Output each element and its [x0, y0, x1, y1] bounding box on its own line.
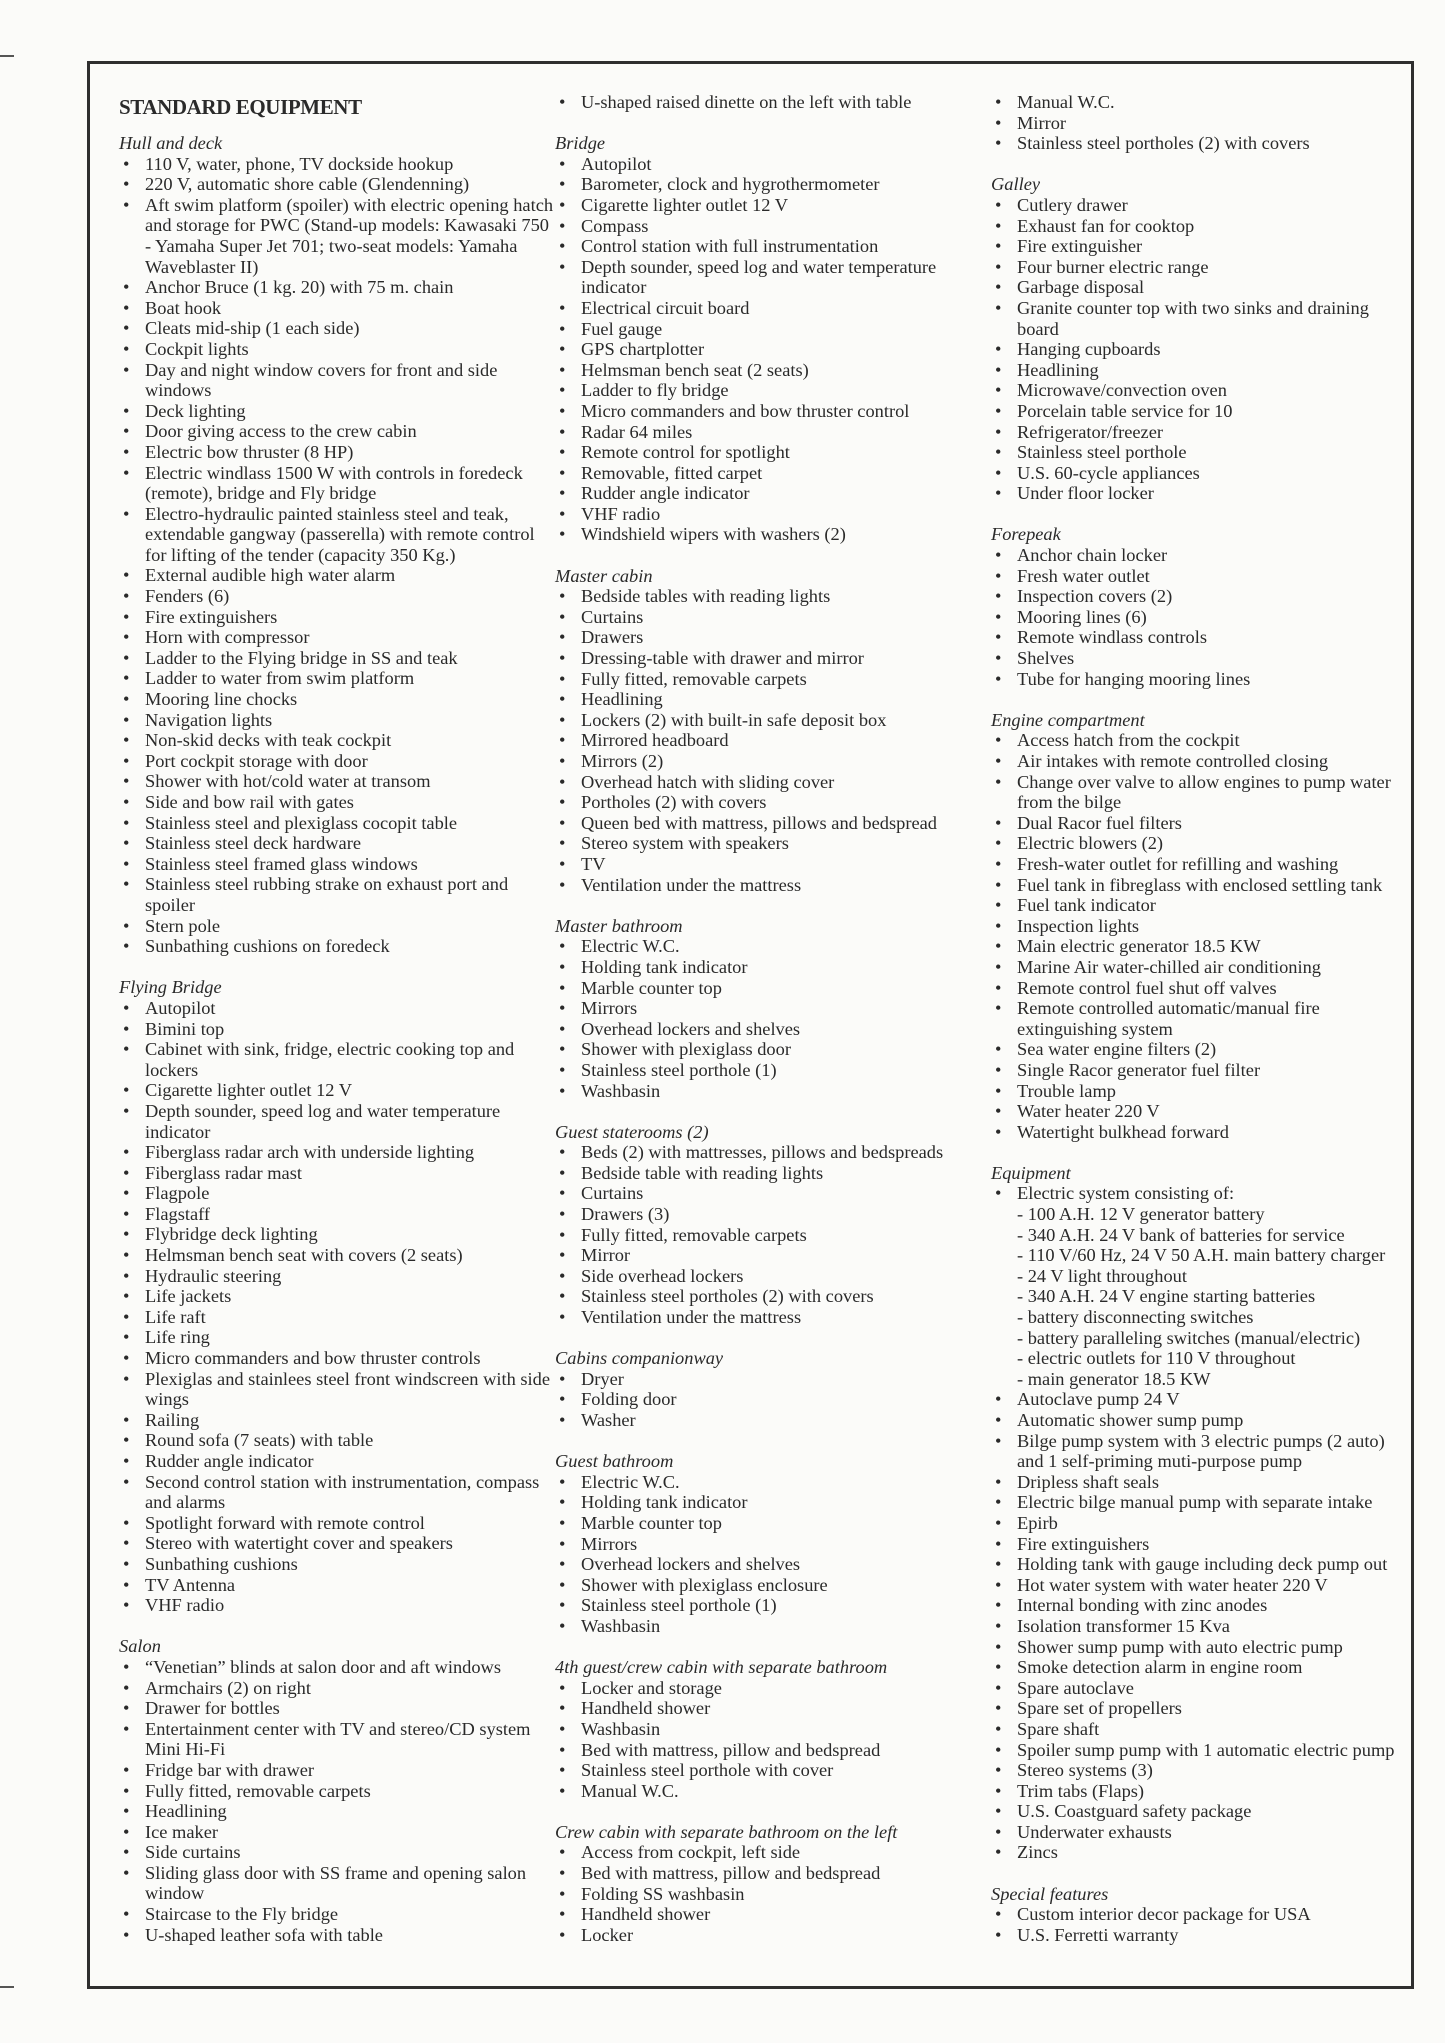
list-item: • Trouble lamp: [991, 1081, 1406, 1102]
list-item: • “Venetian” blinds at salon door and aft windows: [119, 1657, 559, 1678]
list-item: • Electric blowers (2): [991, 833, 1406, 854]
list-item: • Life raft: [119, 1307, 559, 1328]
list-item: • Spare shaft: [991, 1719, 1406, 1740]
list-item: • Rudder angle indicator: [119, 1451, 559, 1472]
item-list: [991, 1904, 1406, 1945]
list-item: • Electric bow thruster (8 HP): [119, 442, 559, 463]
list-item: • Shower with plexiglass door: [555, 1039, 985, 1060]
list-item: • Anchor chain locker: [991, 545, 1406, 566]
list-item: • Microwave/convection oven: [991, 380, 1406, 401]
list-item: • Flagstaff: [119, 1204, 559, 1225]
list-item: • Internal bonding with zinc anodes: [991, 1595, 1406, 1616]
sub-item: - 340 A.H. 24 V bank of batteries for service: [1017, 1224, 1345, 1245]
list-item: • Granite counter top with two sinks and draining board: [991, 298, 1406, 339]
list-item: • Ladder to water from swim platform: [119, 668, 559, 689]
column-2: [555, 92, 985, 1966]
list-item: • Autopilot: [119, 998, 559, 1019]
list-item: • Bedside tables with reading lights: [555, 586, 985, 607]
list-item: • Electric system consisting of:: [991, 1183, 1406, 1204]
list-item: • Under floor locker: [991, 483, 1406, 504]
item-list: [555, 154, 985, 545]
item-list: [555, 1369, 985, 1431]
list-item: • Stern pole: [119, 916, 559, 937]
section-title: Master cabin: [555, 565, 653, 586]
list-item: • Access hatch from the cockpit: [991, 730, 1406, 751]
list-item: • Spoiler sump pump with 1 automatic electric pump: [991, 1740, 1406, 1761]
list-item: • U-shaped leather sofa with table: [119, 1925, 559, 1946]
section-title: Galley: [991, 174, 1041, 195]
list-item: • Mooring lines (6): [991, 607, 1406, 628]
section-flying-bridge: [119, 977, 559, 1615]
list-item: • Second control station with instrumentation, compass and alarms: [119, 1472, 559, 1513]
section-salon: [119, 1636, 559, 1945]
list-item: • Mirrored headboard: [555, 730, 985, 751]
list-item: • Water heater 220 V: [991, 1101, 1406, 1122]
list-item: • Stainless steel deck hardware: [119, 833, 559, 854]
list-item: • Cigarette lighter outlet 12 V: [119, 1080, 559, 1101]
list-item: • Fully fitted, removable carpets: [555, 1225, 985, 1246]
list-item: • Side overhead lockers: [555, 1266, 985, 1287]
list-item: • Ice maker: [119, 1822, 559, 1843]
list-item: • Fresh-water outlet for refilling and washing: [991, 854, 1406, 875]
sub-item: - 110 V/60 Hz, 24 V 50 A.H. main battery charger: [1017, 1245, 1386, 1266]
section-galley: [991, 174, 1406, 504]
list-item: • Fuel tank indicator: [991, 895, 1406, 916]
list-item: • Stainless steel and plexiglass cocopit table: [119, 813, 559, 834]
sub-item: - main generator 18.5 KW: [1017, 1368, 1211, 1389]
list-item: • Port cockpit storage with door: [119, 751, 559, 772]
list-item: • Dryer: [555, 1369, 985, 1390]
margin-mark-top: [0, 55, 14, 57]
list-item: • Shelves: [991, 648, 1406, 669]
list-item: • Fresh water outlet: [991, 566, 1406, 587]
item-list: [991, 195, 1406, 504]
list-item: • TV: [555, 854, 985, 875]
list-item: • Single Racor generator fuel filter: [991, 1060, 1406, 1081]
list-item: • Access from cockpit, left side: [555, 1842, 985, 1863]
list-item: • Folding door: [555, 1389, 985, 1410]
list-item: • Automatic shower sump pump: [991, 1410, 1406, 1431]
item-list: [555, 586, 985, 895]
item-list: [555, 1842, 985, 1945]
list-item: • Electric W.C.: [555, 936, 985, 957]
list-item: • Dripless shaft seals: [991, 1472, 1406, 1493]
list-item: • Compass: [555, 216, 985, 237]
list-item: • Ladder to the Flying bridge in SS and teak: [119, 648, 559, 669]
section-title: Guest staterooms (2): [555, 1121, 709, 1142]
list-item: • Rudder angle indicator: [555, 483, 985, 504]
list-item: • Cutlery drawer: [991, 195, 1406, 216]
list-item: • Depth sounder, speed log and water temperature indicator: [119, 1101, 559, 1142]
sub-item: - battery disconnecting switches: [1017, 1307, 1254, 1328]
list-item: • Bedside table with reading lights: [555, 1163, 985, 1184]
sub-item: - electric outlets for 110 V throughout: [1017, 1348, 1296, 1369]
list-item: • Stainless steel porthole (1): [555, 1595, 985, 1616]
list-item: • Radar 64 miles: [555, 422, 985, 443]
list-item: • Autoclave pump 24 V: [991, 1389, 1406, 1410]
list-item: • Headlining: [555, 689, 985, 710]
list-item: • Stainless steel rubbing strake on exhaust port and spoiler: [119, 874, 559, 915]
list-item: • Micro commanders and bow thruster controls: [119, 1348, 559, 1369]
list-item: • Windshield wipers with washers (2): [555, 524, 985, 545]
section-title: Equipment: [991, 1162, 1071, 1183]
list-item: • Stereo system with speakers: [555, 833, 985, 854]
list-item: • Locker: [555, 1925, 985, 1946]
list-item: • Side curtains: [119, 1842, 559, 1863]
list-item: • Mirror: [991, 113, 1406, 134]
list-item: • Fuel gauge: [555, 319, 985, 340]
item-list: [555, 1142, 985, 1327]
item-list: [119, 1657, 559, 1945]
list-item: • Stereo with watertight cover and speakers: [119, 1533, 559, 1554]
item-list: [555, 92, 985, 113]
list-item: • Inspection covers (2): [991, 586, 1406, 607]
section-master-bathroom: [555, 916, 985, 1101]
list-item: • TV Antenna: [119, 1575, 559, 1596]
list-item: • Handheld shower: [555, 1698, 985, 1719]
list-item: • Drawer for bottles: [119, 1698, 559, 1719]
list-item: • Life ring: [119, 1327, 559, 1348]
list-item: • Deck lighting: [119, 401, 559, 422]
list-item: • Marine Air water-chilled air conditioning: [991, 957, 1406, 978]
list-item: • Washbasin: [555, 1616, 985, 1637]
list-item: • Electric bilge manual pump with separate intake: [991, 1492, 1406, 1513]
list-item: • Remote controlled automatic/manual fire extinguishing system: [991, 998, 1406, 1039]
list-item: • Anchor Bruce (1 kg. 20) with 75 m. chain: [119, 277, 559, 298]
list-item: • Micro commanders and bow thruster control: [555, 401, 985, 422]
list-item: • Entertainment center with TV and stereo/CD system Mini Hi-Fi: [119, 1719, 559, 1760]
sub-item: - 340 A.H. 24 V engine starting batteries: [1017, 1286, 1316, 1307]
list-item: • Mirrors (2): [555, 751, 985, 772]
list-item: • Control station with full instrumentation: [555, 236, 985, 257]
item-list: [555, 936, 985, 1101]
item-list: [119, 154, 559, 957]
list-item: • Four burner electric range: [991, 257, 1406, 278]
list-item: • Flagpole: [119, 1183, 559, 1204]
list-item: • U.S. Coastguard safety package: [991, 1801, 1406, 1822]
list-item: • Ventilation under the mattress: [555, 1307, 985, 1328]
list-item: • Stainless steel porthole (1): [555, 1060, 985, 1081]
list-item: • Cabinet with sink, fridge, electric cooking top and lockers: [119, 1039, 559, 1080]
list-item: • Holding tank indicator: [555, 957, 985, 978]
list-item: • Dressing-table with drawer and mirror: [555, 648, 985, 669]
section-title: Master bathroom: [555, 915, 683, 936]
list-item: • Shower sump pump with auto electric pump: [991, 1637, 1406, 1658]
list-item: • Flybridge deck lighting: [119, 1224, 559, 1245]
list-item: • 110 V, water, phone, TV dockside hookup: [119, 154, 559, 175]
list-item: • Marble counter top: [555, 978, 985, 999]
list-item: • Remote windlass controls: [991, 627, 1406, 648]
section-continued: [991, 92, 1406, 154]
list-item: • U-shaped raised dinette on the left with table: [555, 92, 985, 113]
list-item: • Smoke detection alarm in engine room: [991, 1657, 1406, 1678]
list-item: • Aft swim platform (spoiler) with electric opening hatch and storage for PWC (Stand-up models: Kawasaki 750 - Yamaha Super Jet 701; two-seat models: Yamaha Waveblaster II): [119, 195, 559, 277]
list-item: • Locker and storage: [555, 1678, 985, 1699]
section-hull-and-deck: [119, 133, 559, 957]
item-list: [119, 998, 559, 1616]
list-item: • Mirrors: [555, 998, 985, 1019]
list-item: • Plexiglas and stainlees steel front windscreen with side wings: [119, 1369, 559, 1410]
list-item: • Autopilot: [555, 154, 985, 175]
list-item: • Depth sounder, speed log and water temperature indicator: [555, 257, 985, 298]
document-title: STANDARD EQUIPMENT: [119, 95, 362, 119]
list-item: • Door giving access to the crew cabin: [119, 421, 559, 442]
margin-mark-bottom: [0, 1986, 14, 1988]
list-item: • Manual W.C.: [991, 92, 1406, 113]
list-item: • Manual W.C.: [555, 1781, 985, 1802]
list-item: • Spare autoclave: [991, 1678, 1406, 1699]
list-item: • Railing: [119, 1410, 559, 1431]
list-item: • Fiberglass radar mast: [119, 1163, 559, 1184]
section-forepeak: [991, 524, 1406, 689]
section-title: Engine compartment: [991, 709, 1145, 730]
list-item: • Shower with plexiglass enclosure: [555, 1575, 985, 1596]
list-item: • 220 V, automatic shore cable (Glendenning): [119, 174, 559, 195]
item-list: [991, 92, 1406, 154]
list-item: • Dual Racor fuel filters: [991, 813, 1406, 834]
list-item: • Sunbathing cushions on foredeck: [119, 936, 559, 957]
section-bridge: [555, 133, 985, 545]
list-item: • Cleats mid-ship (1 each side): [119, 318, 559, 339]
sub-item: - battery paralleling switches (manual/electric): [1017, 1327, 1361, 1348]
list-item: • Fully fitted, removable carpets: [555, 669, 985, 690]
section-4th-guest-crew-cabin-with-separate-bathroom: [555, 1657, 985, 1801]
section-master-cabin: [555, 566, 985, 896]
section-title: Flying Bridge: [119, 977, 222, 998]
list-item: • Bimini top: [119, 1019, 559, 1040]
column-3: [991, 92, 1406, 1966]
list-item: • Custom interior decor package for USA: [991, 1904, 1406, 1925]
list-item: • Tube for hanging mooring lines: [991, 669, 1406, 690]
section-special-features: [991, 1884, 1406, 1946]
list-item: • Exhaust fan for cooktop: [991, 216, 1406, 237]
list-item: • Spotlight forward with remote control: [119, 1513, 559, 1534]
list-item: • Bilge pump system with 3 electric pumps (2 auto) and 1 self-priming muti-purpose pump: [991, 1431, 1406, 1472]
section-title: 4th guest/crew cabin with separate bathroom: [555, 1657, 888, 1678]
list-item: • Cockpit lights: [119, 339, 559, 360]
list-item: • Remote control for spotlight: [555, 442, 985, 463]
list-item: • Queen bed with mattress, pillows and bedspread: [555, 813, 985, 834]
list-item: • Fenders (6): [119, 586, 559, 607]
list-item: • Fridge bar with drawer: [119, 1760, 559, 1781]
list-item: • Mirror: [555, 1245, 985, 1266]
list-item: • U.S. Ferretti warranty: [991, 1925, 1406, 1946]
list-item: • Overhead lockers and shelves: [555, 1554, 985, 1575]
list-item: • Sunbathing cushions: [119, 1554, 559, 1575]
list-item: • Air intakes with remote controlled closing: [991, 751, 1406, 772]
item-list: [991, 545, 1406, 689]
list-item: • Epirb: [991, 1513, 1406, 1534]
section-title: Guest bathroom: [555, 1451, 674, 1472]
list-item: • Stainless steel portholes (2) with covers: [991, 133, 1406, 154]
list-item: • Refrigerator/freezer: [991, 422, 1406, 443]
list-item: • Washbasin: [555, 1081, 985, 1102]
list-item: • Horn with compressor: [119, 627, 559, 648]
list-item: • Boat hook: [119, 298, 559, 319]
list-item: • Stainless steel porthole with cover: [555, 1760, 985, 1781]
list-item: • Side and bow rail with gates: [119, 792, 559, 813]
list-item: • Staircase to the Fly bridge: [119, 1904, 559, 1925]
list-item: • Holding tank with gauge including deck pump out: [991, 1554, 1406, 1575]
list-item: • Shower with hot/cold water at transom: [119, 771, 559, 792]
list-item: • Ladder to fly bridge: [555, 380, 985, 401]
list-item: • Beds (2) with mattresses, pillows and bedspreads: [555, 1142, 985, 1163]
list-item: • Fire extinguishers: [991, 1534, 1406, 1555]
list-item: • Mirrors: [555, 1534, 985, 1555]
sub-item: - 24 V light throughout: [1017, 1265, 1187, 1286]
list-item: • Holding tank indicator: [555, 1492, 985, 1513]
section-guest-staterooms-2: [555, 1122, 985, 1328]
list-item: • Sea water engine filters (2): [991, 1039, 1406, 1060]
list-item: • Zincs: [991, 1842, 1406, 1863]
section-cabins-companionway: [555, 1348, 985, 1430]
section-crew-cabin-with-separate-bathroom-on-the-left: [555, 1822, 985, 1946]
list-item: • Handheld shower: [555, 1904, 985, 1925]
item-list: [991, 1183, 1406, 1863]
list-item: • Remote control fuel shut off valves: [991, 978, 1406, 999]
equipment-frame: [87, 61, 1414, 1989]
section-engine-compartment: [991, 710, 1406, 1142]
list-item: • Curtains: [555, 1183, 985, 1204]
list-item: • Change over valve to allow engines to pump water from the bilge: [991, 772, 1406, 813]
list-item: • VHF radio: [119, 1595, 559, 1616]
list-item: • Trim tabs (Flaps): [991, 1781, 1406, 1802]
list-item: • Non-skid decks with teak cockpit: [119, 730, 559, 751]
list-item: • Main electric generator 18.5 KW: [991, 936, 1406, 957]
list-item: • Fuel tank in fibreglass with enclosed settling tank: [991, 875, 1406, 896]
section-title: Cabins companionway: [555, 1348, 724, 1369]
section-continued: [555, 92, 985, 113]
list-item: • Hot water system with water heater 220 V: [991, 1575, 1406, 1596]
list-item: • Porcelain table service for 10: [991, 401, 1406, 422]
item-list: [991, 730, 1406, 1142]
column-1: [119, 92, 559, 1966]
list-item: • Electric windlass 1500 W with controls in foredeck (remote), bridge and Fly bridge: [119, 463, 559, 504]
section-title: Special features: [991, 1883, 1109, 1904]
list-item: • Hanging cupboards: [991, 339, 1406, 360]
list-item: • Drawers: [555, 627, 985, 648]
list-item: • Overhead hatch with sliding cover: [555, 772, 985, 793]
list-item: • Stainless steel portholes (2) with covers: [555, 1286, 985, 1307]
list-item: • Ventilation under the mattress: [555, 875, 985, 896]
list-item: • Curtains: [555, 607, 985, 628]
list-item: • Electric W.C.: [555, 1472, 985, 1493]
list-item: • Portholes (2) with covers: [555, 792, 985, 813]
list-item: • Fiberglass radar arch with underside lighting: [119, 1142, 559, 1163]
list-item: • Fully fitted, removable carpets: [119, 1781, 559, 1802]
list-item: • Isolation transformer 15 Kva: [991, 1616, 1406, 1637]
section-title: Salon: [119, 1636, 161, 1657]
list-item: • Mooring line chocks: [119, 689, 559, 710]
list-item: • Underwater exhausts: [991, 1822, 1406, 1843]
list-item: • Bed with mattress, pillow and bedspread: [555, 1740, 985, 1761]
list-item: • Removable, fitted carpet: [555, 463, 985, 484]
list-item: • Helmsman bench seat with covers (2 seats): [119, 1245, 559, 1266]
list-item: • VHF radio: [555, 504, 985, 525]
list-item: • Fire extinguisher: [991, 236, 1406, 257]
sub-item: - 100 A.H. 12 V generator battery: [1017, 1204, 1265, 1225]
list-item: • Headlining: [991, 360, 1406, 381]
list-item: • Lockers (2) with built-in safe deposit box: [555, 710, 985, 731]
list-item: • Cigarette lighter outlet 12 V: [555, 195, 985, 216]
list-item: • Spare set of propellers: [991, 1698, 1406, 1719]
list-item: • Overhead lockers and shelves: [555, 1019, 985, 1040]
section-title: Crew cabin with separate bathroom on the left: [555, 1821, 898, 1842]
list-item: • Barometer, clock and hygrothermometer: [555, 174, 985, 195]
list-item: • Garbage disposal: [991, 277, 1406, 298]
list-item: • Armchairs (2) on right: [119, 1678, 559, 1699]
section-equipment: [991, 1163, 1406, 1863]
list-item: • Stainless steel porthole: [991, 442, 1406, 463]
list-item: • Washbasin: [555, 1719, 985, 1740]
section-title: Forepeak: [991, 524, 1061, 545]
list-item: • Round sofa (7 seats) with table: [119, 1430, 559, 1451]
item-list: [555, 1678, 985, 1802]
section-title: Bridge: [555, 133, 606, 154]
list-item: • GPS chartplotter: [555, 339, 985, 360]
list-item: • Electrical circuit board: [555, 298, 985, 319]
list-item: • Sliding glass door with SS frame and opening salon window: [119, 1863, 559, 1904]
section-title: Hull and deck: [119, 133, 223, 153]
list-item: • External audible high water alarm: [119, 565, 559, 586]
list-item: • Helmsman bench seat (2 seats): [555, 360, 985, 381]
list-item: • Hydraulic steering: [119, 1266, 559, 1287]
list-item: • Life jackets: [119, 1286, 559, 1307]
item-list: [555, 1472, 985, 1637]
list-item: • Day and night window covers for front and side windows: [119, 360, 559, 401]
list-item: • Bed with mattress, pillow and bedspread: [555, 1863, 985, 1884]
list-item: • Folding SS washbasin: [555, 1884, 985, 1905]
list-item: • U.S. 60-cycle appliances: [991, 463, 1406, 484]
list-item: • Watertight bulkhead forward: [991, 1122, 1406, 1143]
list-item: • Headlining: [119, 1801, 559, 1822]
list-item: • Washer: [555, 1410, 985, 1431]
list-item: • Fire extinguishers: [119, 607, 559, 628]
list-item: • Inspection lights: [991, 916, 1406, 937]
section-guest-bathroom: [555, 1451, 985, 1636]
list-item: • Navigation lights: [119, 710, 559, 731]
list-item: • Marble counter top: [555, 1513, 985, 1534]
list-item: • Electro-hydraulic painted stainless steel and teak, extendable gangway (passerella) with remote control for lifting of the tender (capacity 350 Kg.): [119, 504, 559, 566]
list-item: • Stainless steel framed glass windows: [119, 854, 559, 875]
list-item: • Drawers (3): [555, 1204, 985, 1225]
list-item: • Stereo systems (3): [991, 1760, 1406, 1781]
